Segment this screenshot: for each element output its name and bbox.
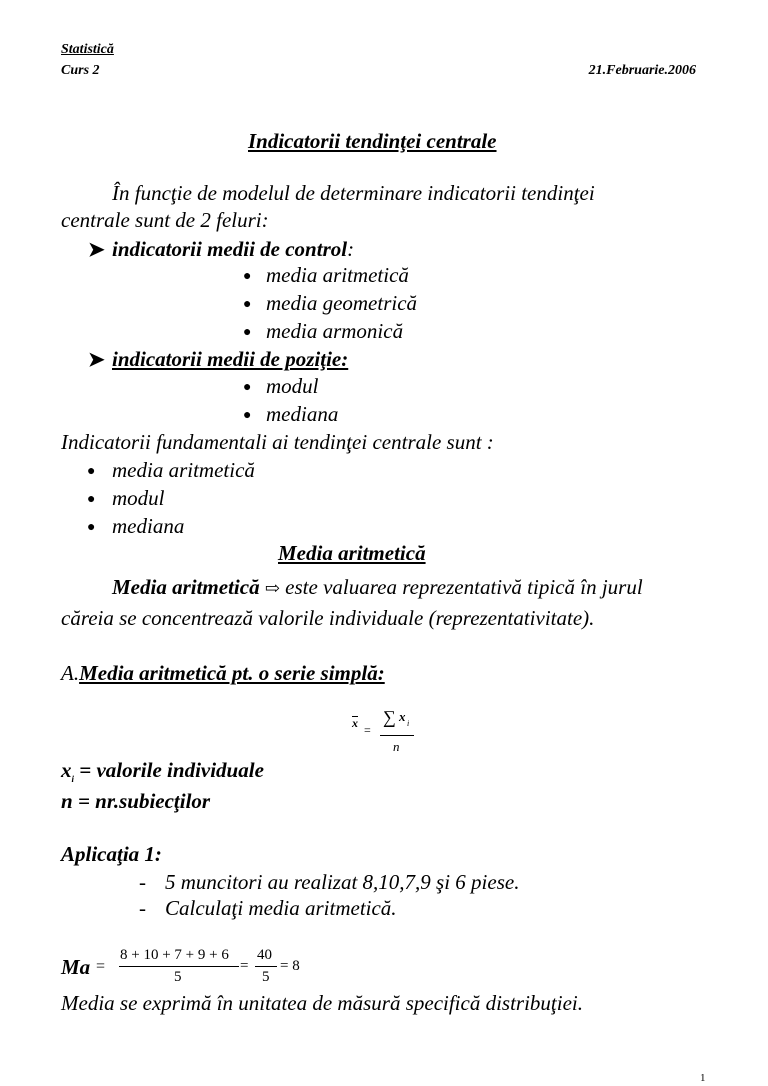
list-item: media aritmetică bbox=[266, 263, 409, 287]
group-heading-control: indicatorii medii de control: bbox=[112, 237, 355, 261]
intro-line-1: În funcţie de modelul de determinare indicatorii tendinţei bbox=[112, 181, 595, 205]
calc-denominator: 5 bbox=[174, 969, 182, 985]
list-item: modul bbox=[112, 486, 165, 510]
bullet-icon: ● bbox=[243, 325, 252, 340]
header-date: 21.Februarie.2006 bbox=[588, 63, 696, 78]
bullet-icon: ● bbox=[243, 269, 252, 284]
legend-xi: $x_i$ = valorile individuale bbox=[61, 758, 264, 785]
fraction-line bbox=[380, 735, 414, 736]
bullet-icon: ● bbox=[243, 408, 252, 423]
formula-numerator-var: x bbox=[399, 709, 406, 724]
fraction-line bbox=[119, 966, 239, 967]
subsection-title: A.Media aritmetică pt. o serie simplă: bbox=[61, 661, 385, 685]
bullet-icon: ● bbox=[87, 520, 96, 535]
definition-line-2: căreia se concentrează valorile individuale (reprezentativitate). bbox=[61, 606, 595, 630]
list-item: mediana bbox=[266, 402, 339, 426]
conclusion: Media se exprimă în unitatea de măsură specifică distribuţiei. bbox=[61, 991, 584, 1015]
application-title: Aplicaţia 1: bbox=[61, 842, 162, 866]
sum-symbol: ∑ bbox=[383, 707, 396, 727]
bullet-icon: ● bbox=[87, 464, 96, 479]
header-course: Curs 2 bbox=[61, 63, 100, 78]
application-item: 5 muncitori au realizat 8,10,7,9 şi 6 piese. bbox=[165, 870, 520, 894]
application-item: Calculaţi media aritmetică. bbox=[165, 896, 397, 920]
dash-bullet: - bbox=[139, 870, 146, 894]
list-item: media aritmetică bbox=[112, 458, 255, 482]
list-item: modul bbox=[266, 374, 319, 398]
bullet-icon: ● bbox=[87, 492, 96, 507]
group-heading-position: indicatorii medii de poziţie: bbox=[112, 347, 349, 371]
intro-line-2: centrale sunt de 2 feluri: bbox=[61, 208, 269, 232]
page-title: Indicatorii tendinţei centrale bbox=[248, 129, 497, 153]
calc-label: Ma bbox=[61, 955, 91, 979]
calc-equals: = bbox=[96, 958, 106, 975]
arrow-bullet-icon: ➤ bbox=[88, 239, 105, 261]
legend-n: n = nr.subiecţilor bbox=[61, 789, 211, 813]
arrow-bullet-icon: ➤ bbox=[88, 349, 105, 371]
calc-equals: = bbox=[240, 958, 249, 974]
section-title: Media aritmetică bbox=[278, 541, 426, 565]
calc-numerator: 8 + 10 + 7 + 9 + 6 bbox=[120, 947, 229, 963]
header-subject: Statistică bbox=[61, 42, 114, 57]
right-arrow-icon: ⇨ bbox=[264, 578, 280, 598]
page-number: 1 bbox=[700, 1072, 706, 1084]
formula-numerator-sub: i bbox=[407, 719, 410, 728]
dash-bullet: - bbox=[139, 896, 146, 920]
formula-denominator: n bbox=[393, 739, 400, 754]
formula-equals: = bbox=[364, 723, 371, 737]
fundamental-intro: Indicatorii fundamentali ai tendinţei centrale sunt : bbox=[61, 430, 494, 454]
formula-lhs-bar-x: x bbox=[352, 716, 358, 730]
list-item: media geometrică bbox=[266, 291, 418, 315]
calc-denominator: 5 bbox=[262, 969, 270, 985]
list-item: mediana bbox=[112, 514, 185, 538]
fraction-line bbox=[255, 966, 277, 967]
calc-result: = 8 bbox=[280, 958, 300, 974]
bullet-icon: ● bbox=[243, 297, 252, 312]
bullet-icon: ● bbox=[243, 380, 252, 395]
definition-line-1: Media aritmetică ⇨ este valuarea reprezentativă tipică în jurul bbox=[112, 575, 643, 599]
list-item: media armonică bbox=[266, 319, 404, 343]
calc-numerator: 40 bbox=[257, 947, 272, 963]
